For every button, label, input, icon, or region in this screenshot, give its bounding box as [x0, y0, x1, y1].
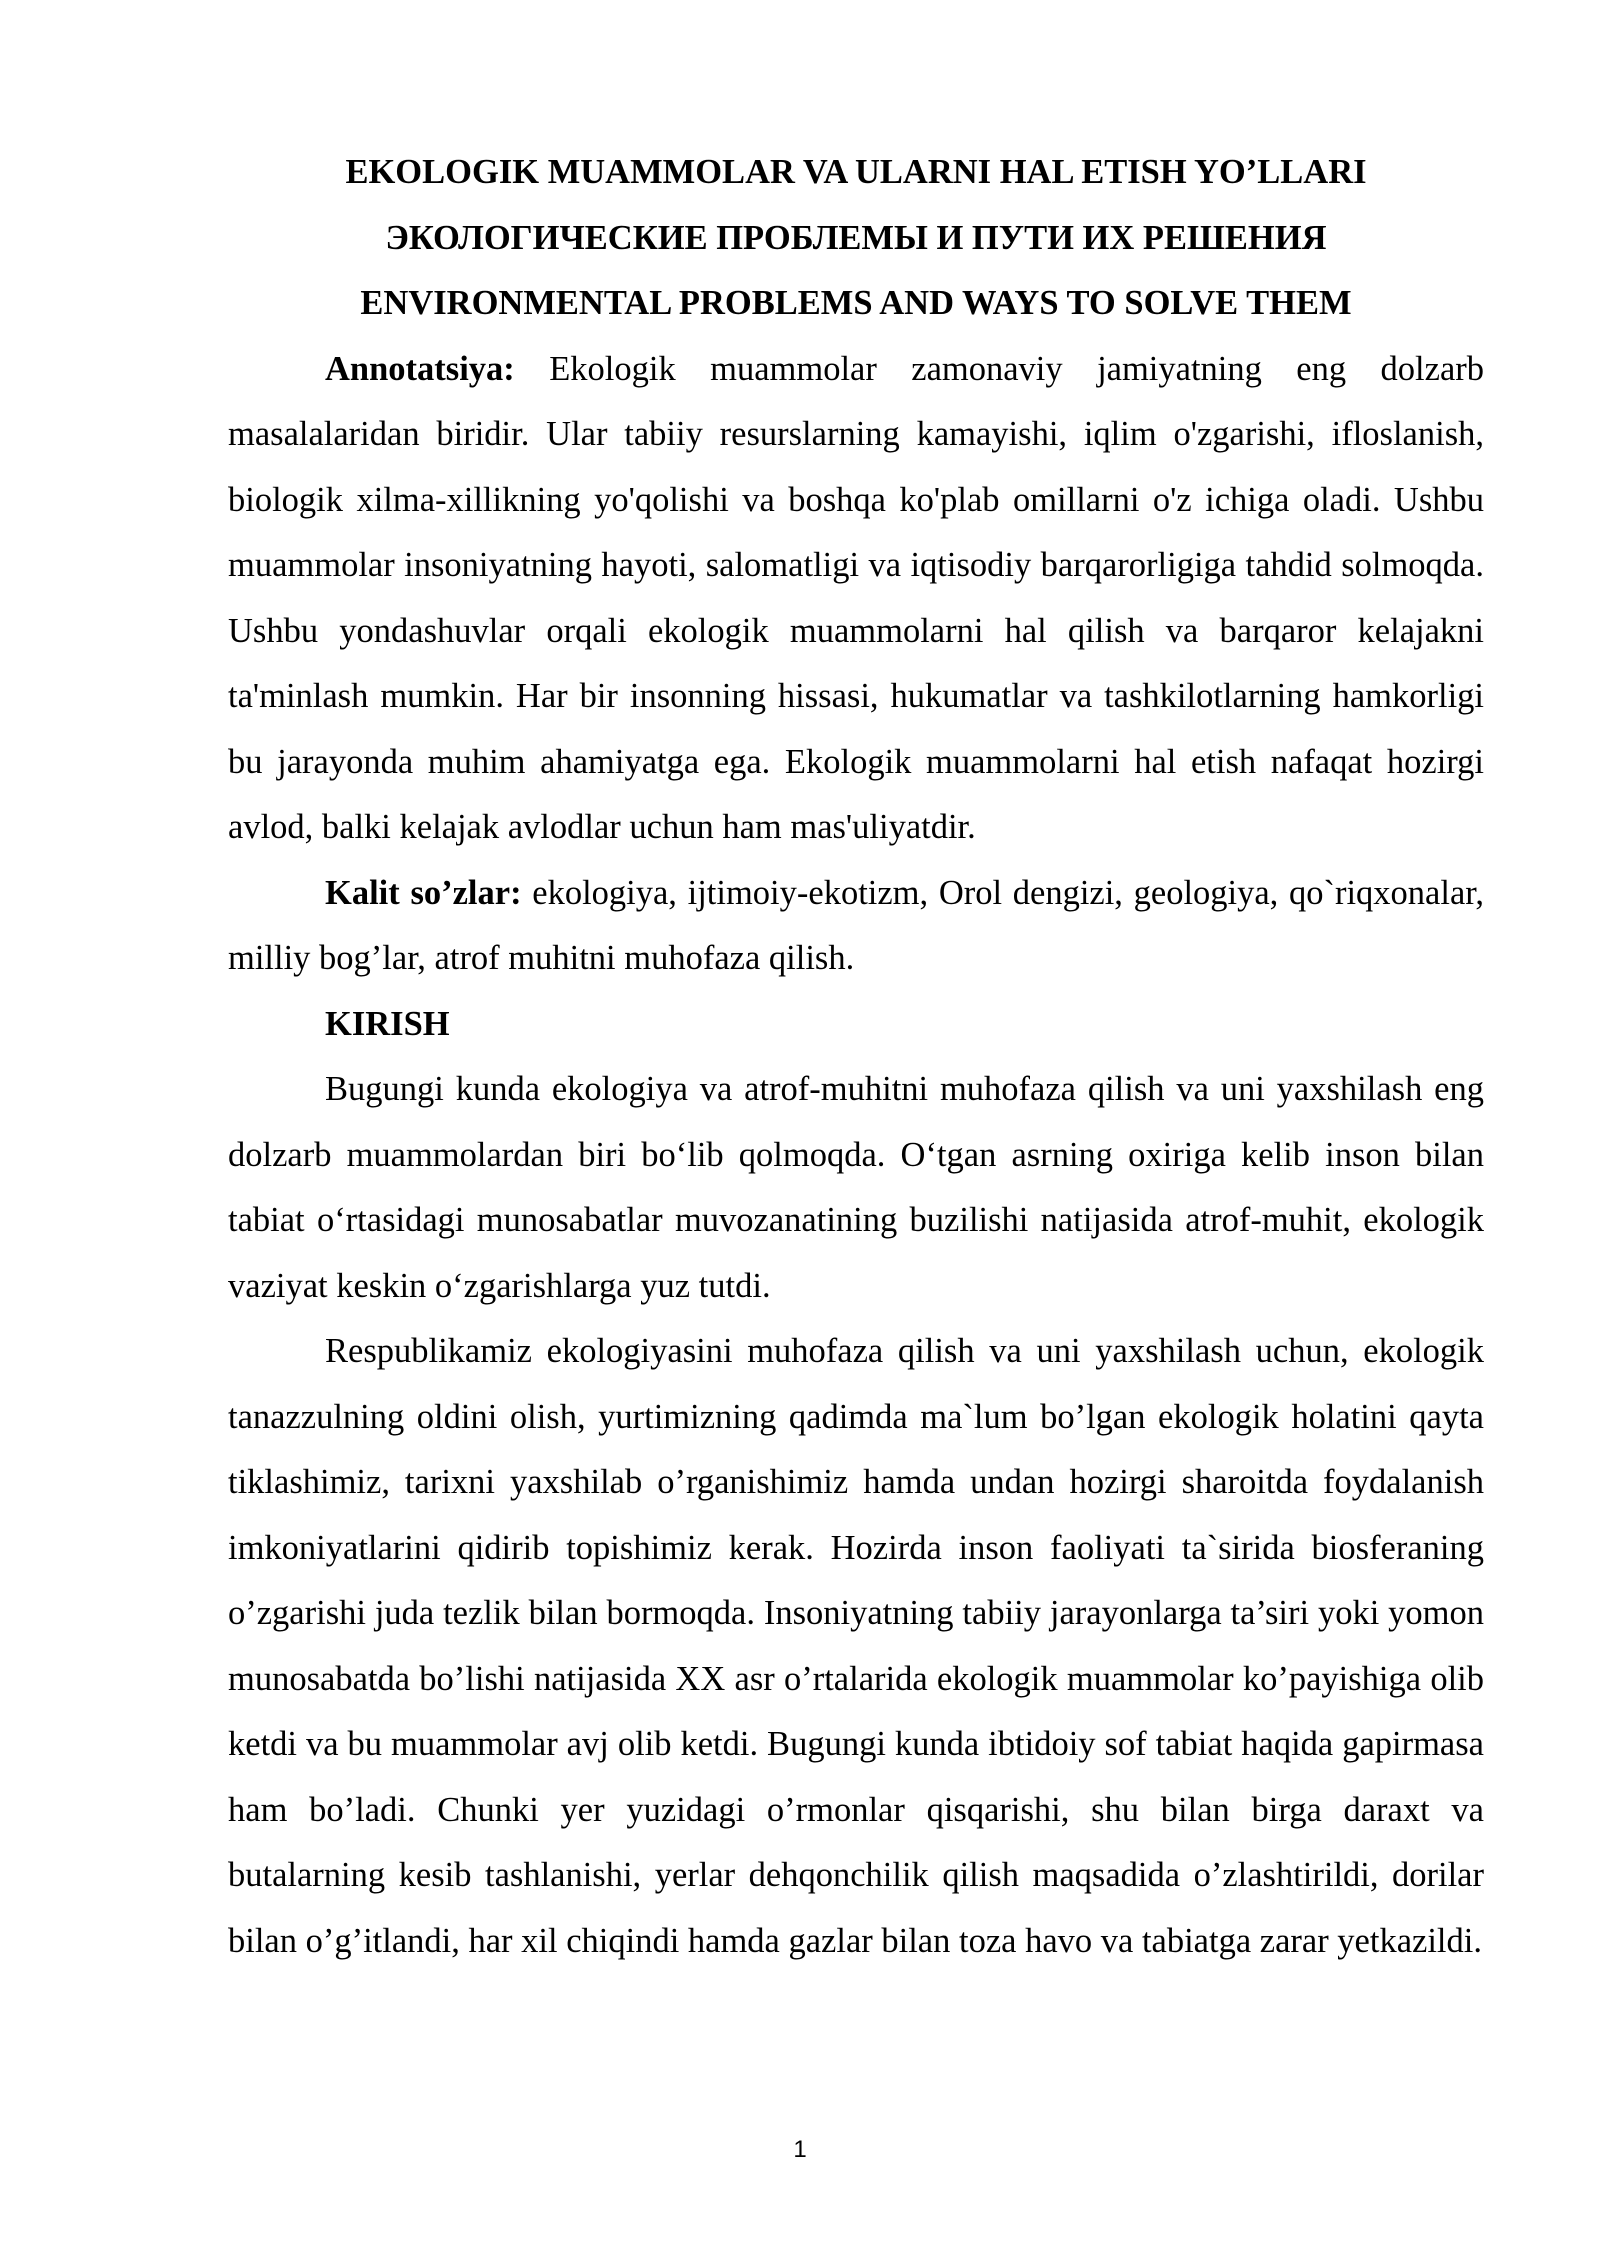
annotation-label: Annotatsiya:: [325, 349, 515, 388]
title-russian: ЭКОЛОГИЧЕСКИЕ ПРОБЛЕМЫ И ПУТИ ИХ РЕШЕНИЯ: [385, 218, 1327, 257]
keywords-paragraph: [228, 861, 1484, 992]
title-uzbek: EKOLOGIK MUAMMOLAR VA ULARNI HAL ETISH YO’LLARI: [345, 153, 1367, 191]
keywords-text: ekologiya, ijtimoiy-ekotizm, Orol dengizi, geologiya, qo`riqxonalar, milliy bog’lar, atrof muhitni muhofaza qilish.: [228, 873, 1485, 977]
document-page: [228, 140, 1484, 1974]
page-number: 1: [793, 2136, 807, 2163]
intro-paragraph-1: Bugungi kunda ekologiya va atrof-muhitni muhofaza qilish va uni yaxshilash eng dolzarb muammolardan biri bo‘lib qolmoqda. O‘tgan asrning oxiriga kelib inson bilan tabiat o‘rtasidagi munosabatlar muvozanatining buzilishi natijasida atrof-muhit, ekologik vaziyat keskin o‘zgarishlarga yuz tutdi.: [228, 1070, 1484, 1305]
keywords-label: Kalit so’zlar:: [325, 873, 522, 912]
title-english: ENVIRONMENTAL PROBLEMS AND WAYS TO SOLVE THEM: [360, 284, 1352, 322]
intro-paragraph-2: Respublikamiz ekologiyasini muhofaza qilish va uni yaxshilash uchun, ekologik tanazzulning oldini olish, yurtimizning qadimda ma`lum bo’lgan ekologik holatini qayta tiklashimiz, tarixni yaxshilab o’rganishimiz hamda undan hozirgi sharoitda foydalanish imkoniyatlarini qidirib topishimiz kerak. Hozirda inson faoliyati ta`sirida biosferaning o’zgarishi juda tezlik bilan bormoqda. Insoniyatning tabiiy jarayonlarga ta’siri yoki yomon munosabatda bo’lishi natijasida XX asr o’rtalarida ekologik muammolar ko’payishiga olib ketdi va bu muammolar avj olib ketdi. Bugungi kunda ibtidoiy sof tabiat haqida gapirmasa ham bo’ladi. Chunki yer yuzidagi o’rmonlar qisqarishi, shu bilan birga daraxt va butalarning kesib tashlanishi, yerlar dehqonchilik qilish maqsadida o’zlashtirildi, dorilar bilan o’g’itlandi, har xil chiqindi hamda gazlar bilan toza havo va tabiatga zarar yetkazildi.: [228, 1332, 1484, 1960]
annotation-paragraph: [228, 337, 1484, 861]
section-heading-introduction: KIRISH: [325, 1004, 450, 1043]
annotation-text: Ekologik muammolar zamonaviy jamiyatning eng dolzarb masalalaridan biridir. Ular tabiiy resurslarning kamayishi, iqlim o'zgarishi, ifloslanish, biologik xilma-xillikning yo'qolishi va boshqa ko'plab omillarni o'z ichiga oladi. Ushbu muammolar insoniyatning hayoti, salomatligi va iqtisodiy barqarorligiga tahdid solmoqda. Ushbu yondashuvlar orqali ekologik muammolarni hal qilish va barqaror kelajakni ta'minlash mumkin. Har bir insonning hissasi, hukumatlar va tashkilotlarning hamkorligi bu jarayonda muhim ahamiyatga ega. Ekologik muammolarni hal etish nafaqat hozirgi avlod, balki kelajak avlodlar uchun ham mas'uliyatdir.: [228, 349, 1484, 846]
